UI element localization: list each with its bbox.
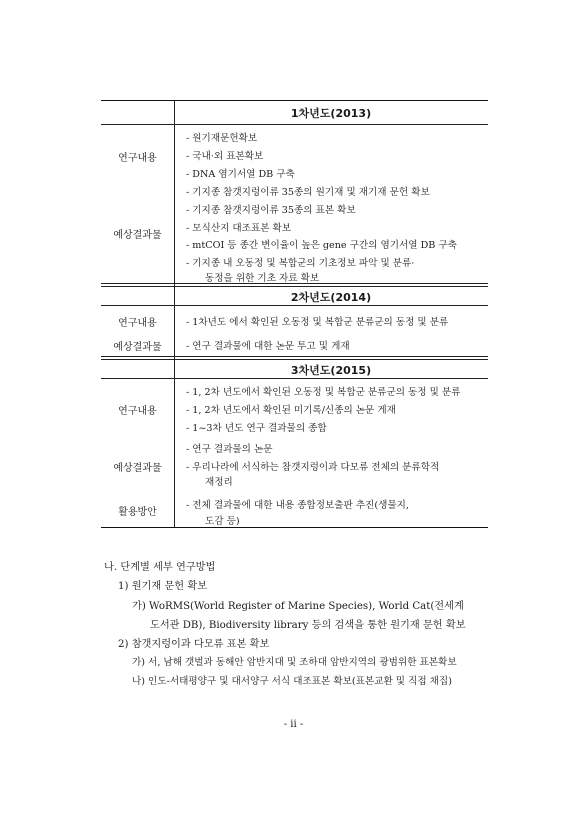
table-item: - 연구 결과물에 대한 논문 투고 및 게재 [186,341,350,352]
table-item-continuation: 재정리 [205,477,233,488]
table-item-continuation: 도감 등) [205,516,240,527]
year-header-2: 2차년도(2014) [290,291,372,304]
year-header-1: 1차년도(2013) [290,107,372,120]
row-divider [101,286,488,287]
year-header-3: 3차년도(2015) [290,364,372,377]
table-item: - mtCOI 등 종간 변이율이 높은 gene 구간의 염기서열 DB 구축 [186,240,457,251]
table-item: - 기지종 내 오동정 및 복합군의 기초정보 파악 및 분류· [186,258,415,269]
row-divider [101,378,488,379]
row-label-utilization-plan: 활용방안 [118,507,157,518]
row-divider [101,359,488,360]
body-paragraph: 가) 서, 남해 갯벌과 동해안 암반지대 및 조하대 암반지역의 광범위한 표본확보 [132,657,457,668]
row-divider [101,305,488,306]
table-top-border [101,100,488,101]
table-item: - 기지종 참갯지렁이류 35종의 표본 확보 [186,205,356,216]
row-label-research-content: 연구내용 [118,153,157,164]
row-label-research-content: 연구내용 [118,318,157,329]
table-item: - 국내·외 표본확보 [186,151,264,162]
body-paragraph: 가) WoRMS(World Register of Marine Species), World Cat(전세계 [132,601,464,612]
row-label-expected-results: 예상결과물 [113,230,162,241]
body-paragraph-continuation: 도서관 DB), Biodiversity library 등의 검색을 통한 원기재 문헌 확보 [150,620,466,631]
section-heading: 나. 단계별 세부 연구방법 [104,562,216,573]
row-label-expected-results: 예상결과물 [113,342,162,353]
table-item: - 1, 2차 년도에서 확인된 미기록/신종의 논문 게재 [186,405,396,416]
table-bottom-border [101,527,488,528]
body-paragraph: 나) 인도-서태평양구 및 대서양구 서식 대조표본 확보(표본교환 및 직접 채집) [132,676,452,687]
table-item: - 전체 결과물에 대한 내용 종합정보출판 추진(생물지, [186,500,409,511]
row-label-research-content: 연구내용 [118,406,157,417]
table-item: - 1~3차 년도 연구 결과물의 종합 [186,423,327,434]
table-item: - 1차년도 에서 확인된 오동정 및 복합군 분류군의 동정 및 분류 [186,317,449,328]
table-item: - 원기재문헌확보 [186,133,258,144]
row-divider [101,124,488,125]
subsection-heading: 1) 원기재 문헌 확보 [118,581,208,592]
column-divider [174,100,175,527]
table-item: - 1, 2차 년도에서 확인된 오동정 및 복합군 분류군의 동정 및 분류 [186,387,461,398]
table-item: - DNA 염기서열 DB 구축 [186,169,295,180]
table-item: - 우리나라에 서식하는 참갯지렁이과 다모류 전체의 분류학적 [186,462,440,473]
table-item-continuation: 동정을 위한 기초 자료 확보 [205,273,320,284]
row-label-expected-results: 예상결과물 [113,463,162,474]
page-number: - ii - [283,719,304,730]
table-item: - 기지종 참갯지렁이류 35종의 원기재 및 재기재 문헌 확보 [186,187,430,198]
table-item: - 모식산지 대조표본 확보 [186,223,292,234]
table-item: - 연구 결과물의 논문 [186,444,273,455]
subsection-heading: 2) 참갯지렁이과 다모류 표본 확보 [118,639,270,650]
row-divider [101,356,488,357]
